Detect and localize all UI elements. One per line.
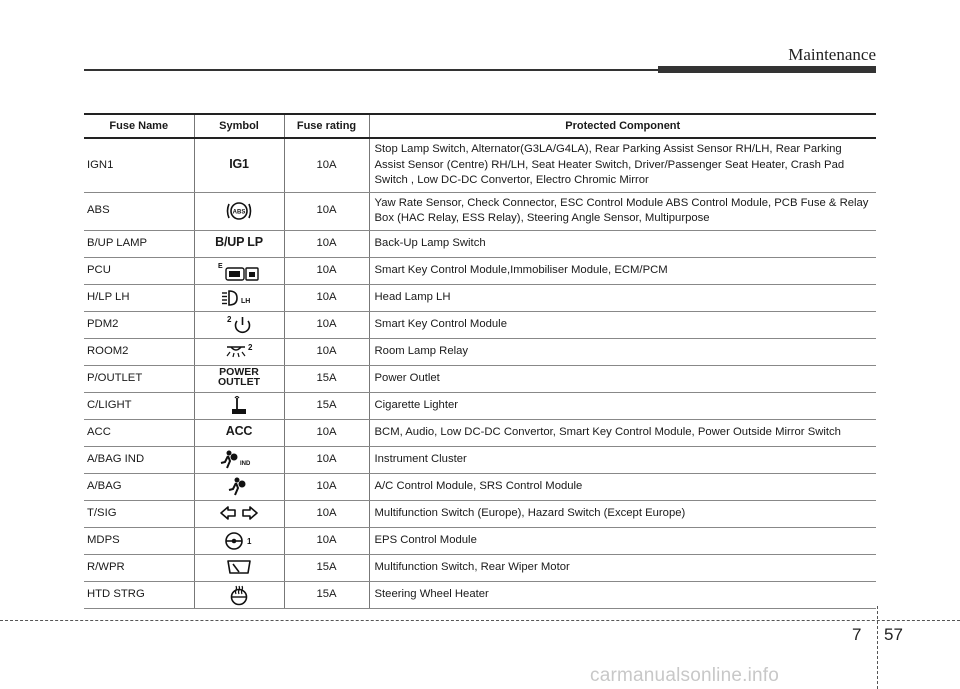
header-bar: [658, 66, 876, 73]
fuse-name: ACC: [84, 419, 194, 446]
symbol-text-line1: POWER: [219, 365, 259, 378]
fuse-symbol: [194, 311, 284, 338]
fuse-rating: 10A: [284, 446, 369, 473]
table-row: [84, 419, 876, 446]
turn-signal-icon: [219, 505, 259, 521]
fuse-symbol: [194, 581, 284, 608]
fuse-rating: 10A: [284, 257, 369, 284]
fuse-rating: 10A: [284, 338, 369, 365]
column-header-fuse-rating: Fuse rating: [284, 114, 369, 138]
smart-key-icon: [222, 313, 256, 337]
table-header-row: [84, 114, 876, 138]
table-row: [84, 554, 876, 581]
immobiliser-label: E: [218, 262, 223, 270]
fuse-name: HTD STRG: [84, 581, 194, 608]
fuse-table: [84, 113, 876, 609]
airbag-icon: [227, 476, 251, 498]
room-lamp-label: 2: [248, 342, 253, 352]
headlamp-icon: [219, 288, 259, 308]
fuse-rating: 10A: [284, 138, 369, 192]
fuse-name: A/BAG IND: [84, 446, 194, 473]
fuse-name: C/LIGHT: [84, 392, 194, 419]
fuse-rating: 10A: [284, 284, 369, 311]
abs-icon: [225, 199, 253, 223]
fuse-rating: 10A: [284, 230, 369, 257]
symbol-text: ACC: [225, 424, 253, 439]
symbol-text: IG1: [229, 157, 249, 171]
header-rule: [84, 69, 658, 71]
protected-component: Yaw Rate Sensor, Check Connector, ESC Control Module ABS Control Module, PCB Fuse & Relay Box (HAC Relay, ESS Relay), Steering Angle Sensor, Multipurpose: [369, 192, 876, 230]
table-row: [84, 500, 876, 527]
fuse-name: IGN1: [84, 138, 194, 192]
cigarette-lighter-icon: [228, 395, 250, 417]
fuse-name: PCU: [84, 257, 194, 284]
table-row: [84, 446, 876, 473]
fuse-rating: 10A: [284, 419, 369, 446]
protected-component: EPS Control Module: [369, 527, 876, 554]
symbol-text: B/UP LP: [215, 235, 263, 250]
chapter-number: 7: [852, 625, 862, 644]
headlamp-label: LH: [241, 297, 251, 305]
protected-component: Smart Key Control Module: [369, 311, 876, 338]
fuse-symbol: [194, 446, 284, 473]
fuse-symbol: [194, 192, 284, 230]
airbag-icon: [217, 449, 261, 471]
column-header-fuse-name: Fuse Name: [84, 114, 194, 138]
fuse-symbol: [194, 554, 284, 581]
protected-component: Head Lamp LH: [369, 284, 876, 311]
fuse-name: MDPS: [84, 527, 194, 554]
page-title: Maintenance: [788, 45, 876, 64]
protected-component: Power Outlet: [369, 365, 876, 392]
fuse-rating: 15A: [284, 554, 369, 581]
protected-component: Back-Up Lamp Switch: [369, 230, 876, 257]
fuse-symbol: [194, 500, 284, 527]
fuse-rating: 15A: [284, 365, 369, 392]
page-number: 57: [884, 625, 903, 644]
table-row: [84, 138, 876, 192]
fuse-symbol: [194, 392, 284, 419]
room-lamp-icon: [221, 342, 257, 362]
fuse-rating: 10A: [284, 527, 369, 554]
fuse-name: PDM2: [84, 311, 194, 338]
column-header-symbol: Symbol: [194, 114, 284, 138]
protected-component: Instrument Cluster: [369, 446, 876, 473]
footer-divider: [877, 606, 878, 689]
table-row: [84, 257, 876, 284]
fuse-name: ABS: [84, 192, 194, 230]
fuse-name: R/WPR: [84, 554, 194, 581]
abs-icon-label: ABS: [232, 209, 246, 216]
table-row: [84, 392, 876, 419]
table-row: [84, 311, 876, 338]
fuse-symbol: [194, 419, 284, 446]
protected-component: Stop Lamp Switch, Alternator(G3LA/G4LA), Rear Parking Assist Sensor RH/LH, Rear Parking Assist Sensor (Centre) RH/LH, Seat Heater Switch, Driver/Passenger Seat Heater, Crash Pad Switch , Low DC-DC Convertor, Electro Chromic Mirror: [369, 138, 876, 192]
watermark: carmanualsonline.info: [590, 665, 780, 686]
fuse-symbol: [194, 365, 284, 392]
protected-component: A/C Control Module, SRS Control Module: [369, 473, 876, 500]
fuse-rating: 10A: [284, 192, 369, 230]
fuse-symbol: [194, 284, 284, 311]
fuse-symbol: [194, 230, 284, 257]
fuse-rating: 10A: [284, 311, 369, 338]
rear-wiper-icon: [226, 559, 252, 575]
fuse-name: ROOM2: [84, 338, 194, 365]
table-row: [84, 581, 876, 608]
fuse-symbol: [194, 338, 284, 365]
smart-key-label: 2: [227, 314, 232, 324]
fuse-rating: 15A: [284, 581, 369, 608]
fuse-rating: 10A: [284, 473, 369, 500]
fuse-rating: 10A: [284, 500, 369, 527]
fuse-name: B/UP LAMP: [84, 230, 194, 257]
protected-component: Multifunction Switch (Europe), Hazard Switch (Except Europe): [369, 500, 876, 527]
symbol-text: [218, 367, 260, 387]
fuse-rating: 15A: [284, 392, 369, 419]
fuse-name: H/LP LH: [84, 284, 194, 311]
protected-component: Cigarette Lighter: [369, 392, 876, 419]
fuse-symbol: [194, 138, 284, 192]
table-row: [84, 284, 876, 311]
table-row: [84, 365, 876, 392]
airbag-indicator-label: IND: [240, 460, 251, 467]
column-header-protected-component: Protected Component: [369, 114, 876, 138]
protected-component: Multifunction Switch, Rear Wiper Motor: [369, 554, 876, 581]
protected-component: Steering Wheel Heater: [369, 581, 876, 608]
table-row: [84, 230, 876, 257]
fuse-name: T/SIG: [84, 500, 194, 527]
fuse-symbol: [194, 257, 284, 284]
steering-wheel-icon: [220, 531, 258, 551]
fuse-symbol: [194, 473, 284, 500]
table-row: [84, 192, 876, 230]
footer-rule: [0, 620, 960, 621]
heated-steering-icon: [227, 584, 251, 606]
protected-component: Room Lamp Relay: [369, 338, 876, 365]
fuse-name: P/OUTLET: [84, 365, 194, 392]
protected-component: Smart Key Control Module,Immobiliser Module, ECM/PCM: [369, 257, 876, 284]
symbol-text-line2: OUTLET: [218, 375, 260, 388]
table-row: [84, 473, 876, 500]
table-row: [84, 527, 876, 554]
fuse-symbol: [194, 527, 284, 554]
protected-component: BCM, Audio, Low DC-DC Convertor, Smart Key Control Module, Power Outside Mirror Switch: [369, 419, 876, 446]
fuse-name: A/BAG: [84, 473, 194, 500]
immobiliser-key-icon: [214, 260, 264, 282]
table-row: [84, 338, 876, 365]
steering-wheel-label: 1: [247, 536, 252, 546]
